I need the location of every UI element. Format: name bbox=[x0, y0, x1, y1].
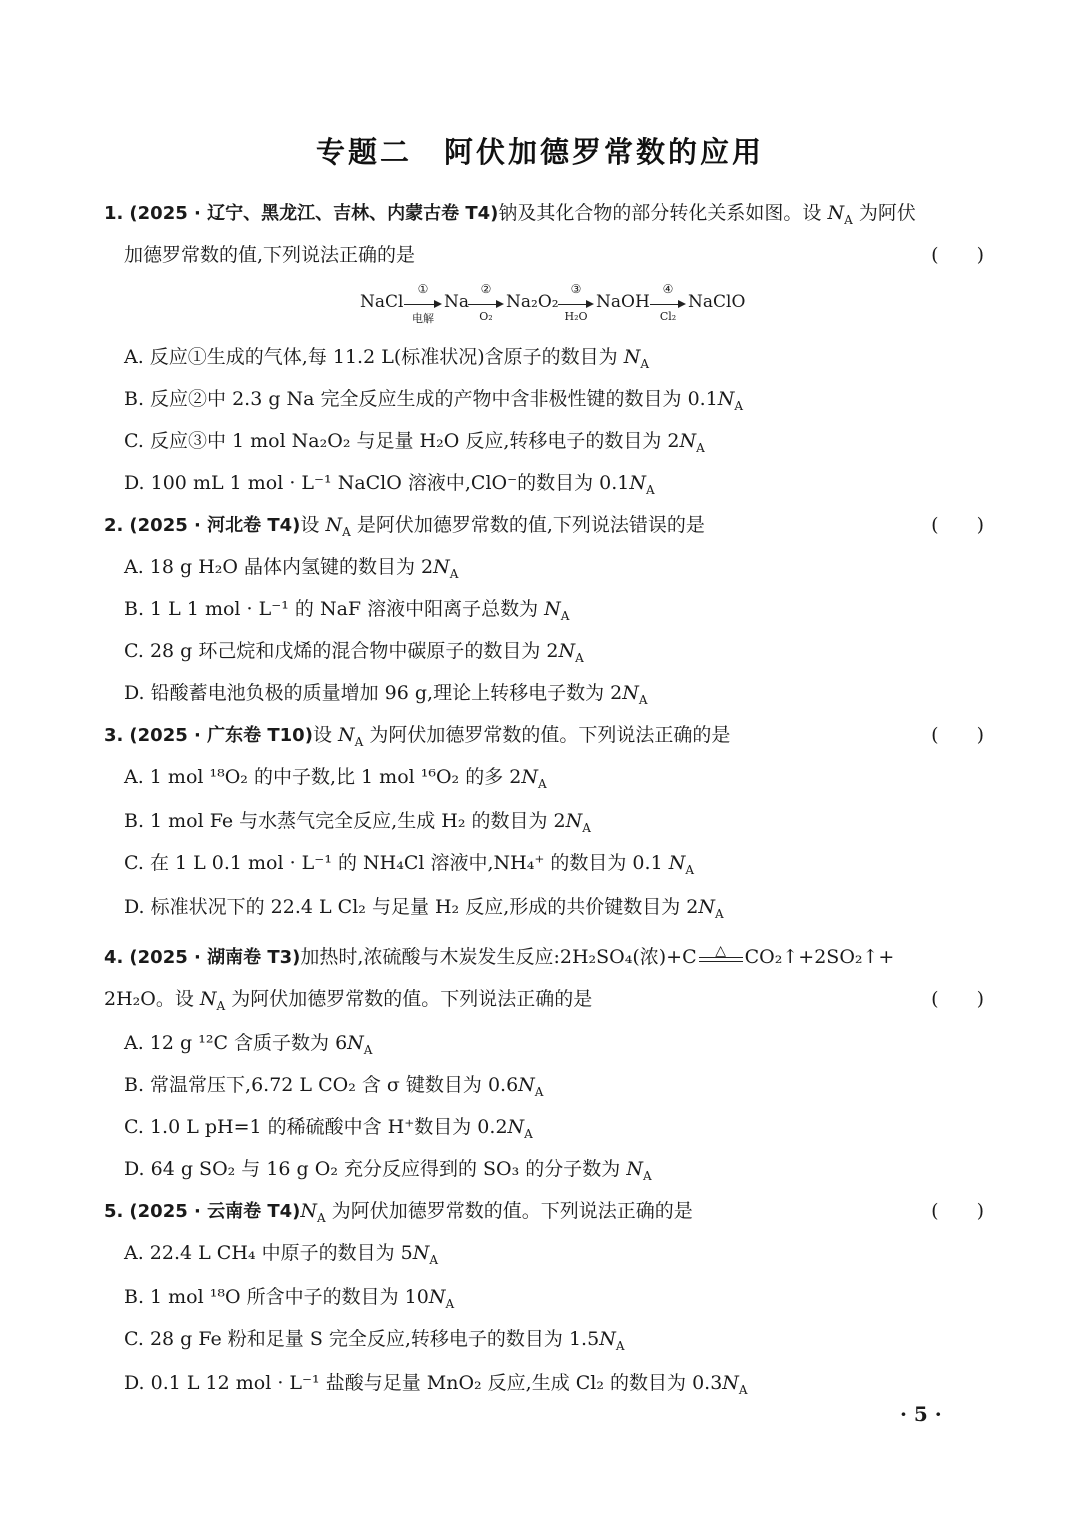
page-title: 专题二 阿伏加德罗常数的应用 bbox=[315, 135, 764, 169]
species-naoh: NaOH bbox=[596, 292, 650, 312]
option-c[interactable]: C. 反应③中 1 mol Na₂O₂ 与足量 H₂O 反应,转移电子的数目为 $2N_A$ bbox=[124, 430, 705, 455]
question-number: 5. bbox=[104, 1201, 124, 1222]
option-d[interactable]: D. 标准状况下的 22.4 L Cl₂ 与足量 H₂ 反应,形成的共价键数目为 $2N_A$ bbox=[124, 896, 724, 921]
species-naclo: NaClO bbox=[688, 292, 746, 312]
question-number: 4. bbox=[104, 947, 124, 968]
option-a[interactable]: A. 1 mol ¹⁸O₂ 的中子数,比 1 mol ¹⁶O₂ 的多 $2N_A$ bbox=[124, 766, 547, 791]
option-a[interactable]: A. 12 g ¹²C 含质子数为 $6N_A$ bbox=[124, 1032, 373, 1057]
reaction-arrow-4: ④ Cl₂ bbox=[650, 284, 686, 328]
option-d[interactable]: D. 64 g SO₂ 与 16 g O₂ 充分反应得到的 SO₃ 的分子数为 $N_A$ bbox=[124, 1158, 652, 1183]
question-source: (2025 · 广东卷 T10) bbox=[129, 725, 313, 746]
option-d[interactable]: D. 铅酸蓄电池负极的质量增加 96 g,理论上转移电子数为 $2N_A$ bbox=[124, 682, 648, 707]
option-b[interactable]: B. 1 L 1 mol · L⁻¹ 的 NaF 溶液中阳离子总数为 $N_A$ bbox=[124, 598, 570, 623]
question-number: 1. bbox=[104, 203, 124, 224]
question-4-stem-line2: 2H₂O。设 $N_A$ 为阿伏加德罗常数的值。下列说法正确的是 ( ) bbox=[104, 984, 984, 1014]
question-number: 3. bbox=[104, 725, 124, 746]
reaction-arrow-3: ③ H₂O bbox=[558, 284, 594, 328]
answer-blank[interactable]: ( ) bbox=[931, 1200, 984, 1222]
option-b[interactable]: B. 1 mol Fe 与水蒸气完全反应,生成 H₂ 的数目为 $2N_A$ bbox=[124, 810, 591, 835]
answer-blank[interactable]: ( ) bbox=[931, 244, 984, 266]
question-text: 钠及其化合物的部分转化关系如图。设 bbox=[498, 202, 822, 224]
question-source: (2025 · 湖南卷 T3) bbox=[129, 947, 301, 968]
question-text: 为阿伏 bbox=[858, 202, 916, 224]
question-1-stem-line1: 1. (2025 · 辽宁、黑龙江、吉林、内蒙古卷 T4)钠及其化合物的部分转化关系如图。设 $N_A$ 为阿伏 bbox=[104, 202, 916, 227]
option-b[interactable]: B. 常温常压下,6.72 L CO₂ 含 σ 键数目为 $0.6N_A$ bbox=[124, 1074, 544, 1099]
option-c[interactable]: C. 在 1 L 0.1 mol · L⁻¹ 的 NH₄Cl 溶液中,NH₄⁺ 的数目为 0.1 $N_A$ bbox=[124, 852, 694, 877]
question-source: (2025 · 河北卷 T4) bbox=[129, 515, 301, 536]
reaction-arrow-2: ② O₂ bbox=[468, 284, 504, 328]
answer-blank[interactable]: ( ) bbox=[931, 724, 984, 746]
reaction-scheme bbox=[360, 284, 760, 328]
option-d[interactable]: D. 0.1 L 12 mol · L⁻¹ 盐酸与足量 MnO₂ 反应,生成 Cl₂ 的数目为 $0.3N_A$ bbox=[124, 1372, 748, 1397]
reaction-arrow-1: ① 电解 bbox=[404, 284, 442, 328]
option-b[interactable]: B. 1 mol ¹⁸O 所含中子的数目为 $10N_A$ bbox=[124, 1286, 455, 1311]
question-text: 加德罗常数的值,下列说法正确的是 bbox=[124, 244, 416, 266]
option-c[interactable]: C. 28 g Fe 粉和足量 S 完全反应,转移电子的数目为 $1.5N_A$ bbox=[124, 1328, 625, 1353]
page-number: · 5 · bbox=[900, 1402, 942, 1426]
question-5-stem: 5. (2025 · 云南卷 $T4)N_A$ 为阿伏加德罗常数的值。下列说法正确的是 ( ) bbox=[104, 1196, 984, 1227]
question-source: (2025 · 辽宁、黑龙江、吉林、内蒙古卷 T4) bbox=[129, 203, 499, 224]
question-1-stem-line2 bbox=[124, 240, 984, 270]
option-c[interactable]: C. 28 g 环己烷和戊烯的混合物中碳原子的数目为 $2N_A$ bbox=[124, 640, 584, 665]
question-4-stem-line1: 4. (2025 · 湖南卷 T3)加热时,浓硫酸与木炭发生反应:2H₂SO₄(浓)+C △ CO₂↑+2SO₂↑+ bbox=[104, 943, 895, 968]
option-b[interactable]: B. 反应②中 2.3 g Na 完全反应生成的产物中含非极性键的数目为 $0.1N_A$ bbox=[124, 388, 744, 413]
question-3-stem: 3. (2025 · 广东卷 T10)设 $N_A$ 为阿伏加德罗常数的值。下列说法正确的是 ( ) bbox=[104, 720, 984, 751]
species-na2o2: Na₂O₂ bbox=[506, 292, 559, 312]
option-c[interactable]: C. 1.0 L pH=1 的稀硫酸中含 H⁺数目为 $0.2N_A$ bbox=[124, 1116, 533, 1141]
species-nacl: NaCl bbox=[360, 292, 404, 312]
question-2-stem: 2. (2025 · 河北卷 T4)设 $N_A$ 是阿伏加德罗常数的值,下列说法错误的是 ( ) bbox=[104, 510, 984, 541]
option-a[interactable]: A. 22.4 L CH₄ 中原子的数目为 $5N_A$ bbox=[124, 1242, 438, 1267]
answer-blank[interactable]: ( ) bbox=[931, 514, 984, 536]
question-source: (2025 · 云南卷 T4) bbox=[129, 1201, 301, 1222]
option-a[interactable]: A. 18 g H₂O 晶体内氢键的数目为 $2N_A$ bbox=[124, 556, 459, 581]
species-na: Na bbox=[444, 292, 470, 312]
option-d[interactable]: D. 100 mL 1 mol · L⁻¹ NaClO 溶液中,ClO⁻的数目为 $0.1N_A$ bbox=[124, 472, 655, 497]
answer-blank[interactable]: ( ) bbox=[931, 988, 984, 1010]
question-number: 2. bbox=[104, 515, 124, 536]
option-a[interactable]: A. 反应①生成的气体,每 11.2 L(标准状况)含原子的数目为 $N_A$ bbox=[124, 346, 650, 371]
heat-condition-sign: △ bbox=[697, 948, 745, 968]
